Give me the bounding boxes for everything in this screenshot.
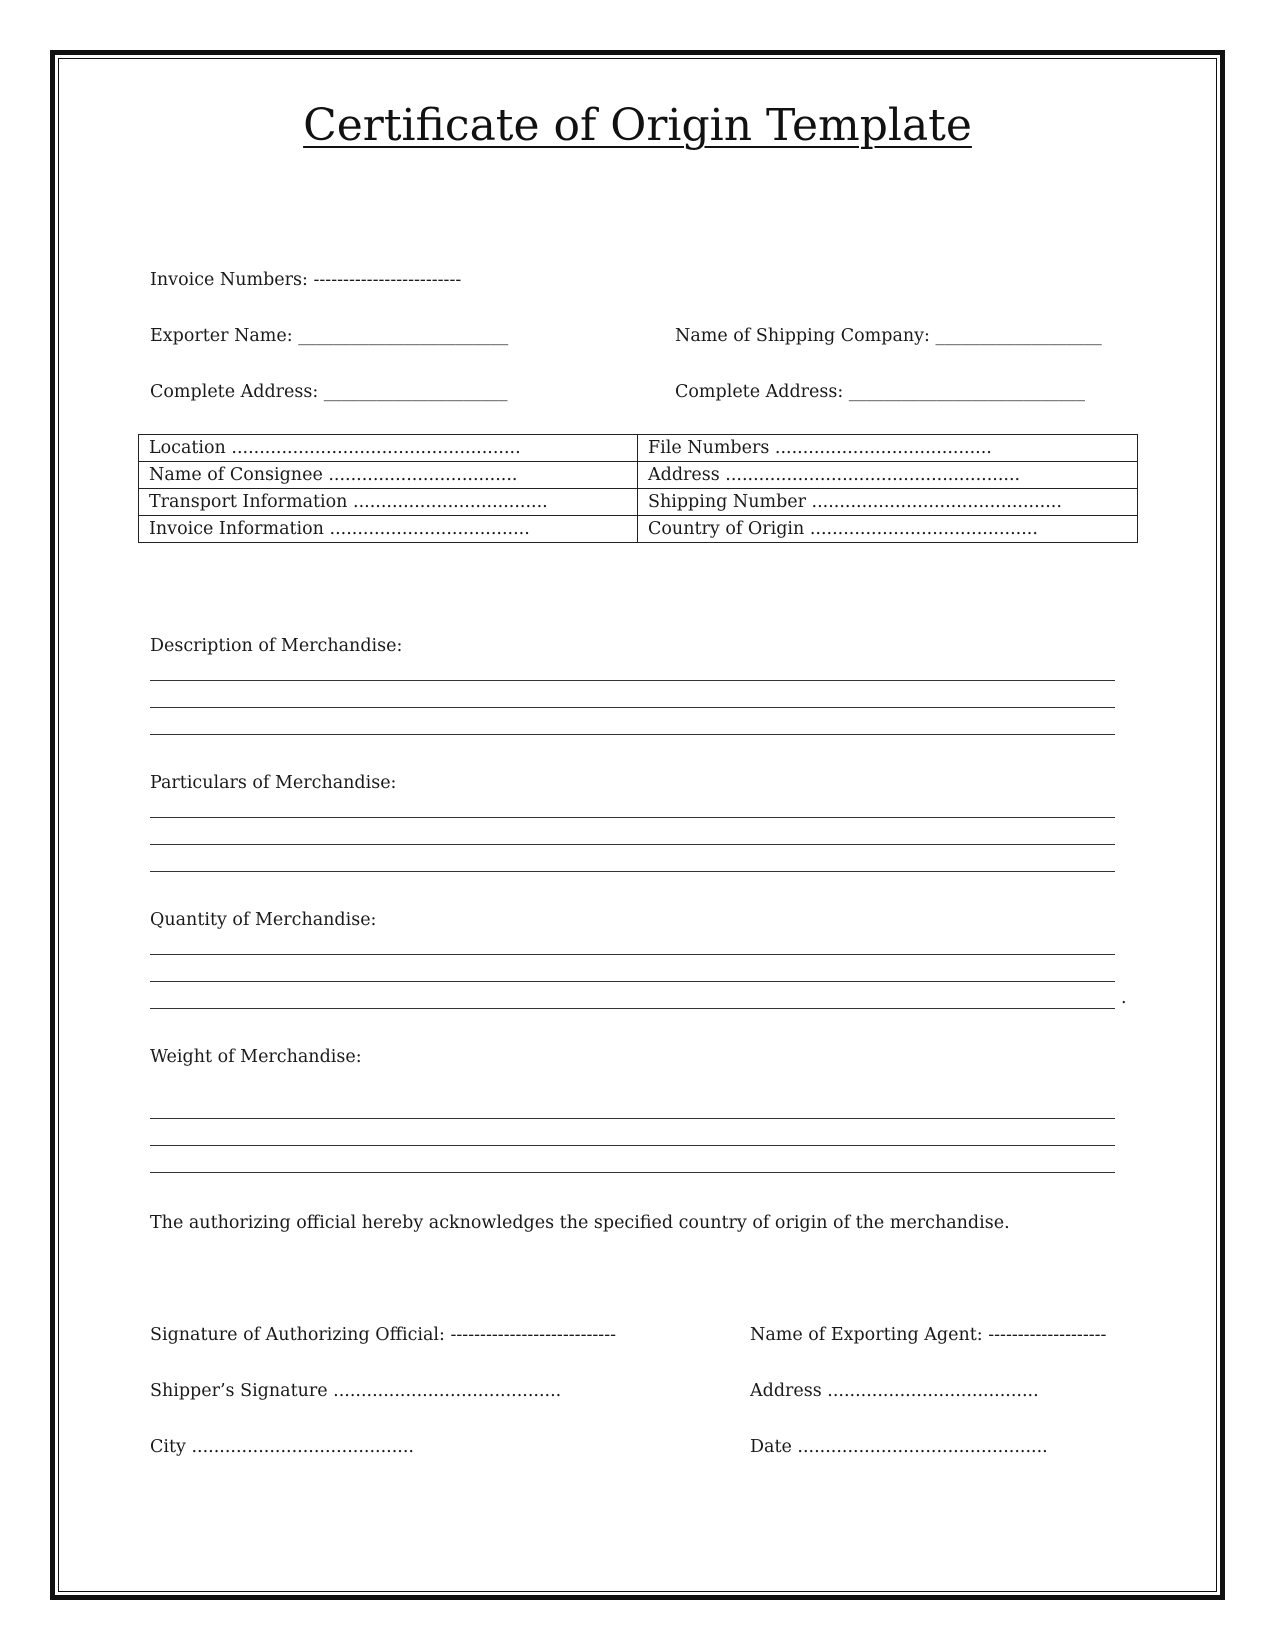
description-label: Description of Merchandise: <box>150 636 403 656</box>
agent-address-field[interactable]: Address ...................................... <box>750 1381 1039 1401</box>
shipper-signature-field[interactable]: Shipper’s Signature ......................................... <box>150 1381 562 1401</box>
document-title: Certificate of Origin Template <box>303 100 972 151</box>
quantity-line-3[interactable] <box>150 1008 1115 1009</box>
shipment-info-table <box>138 434 1138 543</box>
particulars-line-1[interactable] <box>150 817 1115 818</box>
weight-line-1[interactable] <box>150 1118 1115 1119</box>
invoice-info-cell[interactable]: Invoice Information .................................... <box>139 516 638 543</box>
shipping-number-cell[interactable]: Shipping Number ............................................. <box>638 489 1138 516</box>
quantity-line-2[interactable] <box>150 981 1115 982</box>
particulars-line-2[interactable] <box>150 844 1115 845</box>
shipping-address-field[interactable]: Complete Address: ___________________________ <box>675 382 1086 402</box>
shipping-company-field[interactable]: Name of Shipping Company: ___________________ <box>675 326 1102 346</box>
particulars-line-3[interactable] <box>150 871 1115 872</box>
address-cell[interactable]: Address ..................................................... <box>638 462 1138 489</box>
quantity-trailing-dot: . <box>1121 988 1127 1008</box>
quantity-label: Quantity of Merchandise: <box>150 910 377 930</box>
table-row <box>139 435 1138 462</box>
location-cell[interactable]: Location .................................................... <box>139 435 638 462</box>
acknowledgement-text: The authorizing official hereby acknowledges the specified country of origin of the merchandise. <box>150 1213 1010 1233</box>
description-line-1[interactable] <box>150 680 1115 681</box>
description-line-3[interactable] <box>150 734 1115 735</box>
date-field[interactable]: Date ............................................. <box>750 1437 1048 1457</box>
table-row <box>139 462 1138 489</box>
exporting-agent-field[interactable]: Name of Exporting Agent: -------------------- <box>750 1325 1107 1345</box>
description-line-2[interactable] <box>150 707 1115 708</box>
transport-info-cell[interactable]: Transport Information ................................... <box>139 489 638 516</box>
quantity-line-1[interactable] <box>150 954 1115 955</box>
official-signature-field[interactable]: Signature of Authorizing Official: ---------------------------- <box>150 1325 617 1345</box>
invoice-numbers-field[interactable]: Invoice Numbers: ------------------------- <box>150 270 462 290</box>
consignee-cell[interactable]: Name of Consignee .................................. <box>139 462 638 489</box>
exporter-address-field[interactable]: Complete Address: _____________________ <box>150 382 508 402</box>
particulars-label: Particulars of Merchandise: <box>150 773 397 793</box>
exporter-name-field[interactable]: Exporter Name: ________________________ <box>150 326 509 346</box>
table-row <box>139 489 1138 516</box>
weight-line-2[interactable] <box>150 1145 1115 1146</box>
file-numbers-cell[interactable]: File Numbers ....................................... <box>638 435 1138 462</box>
weight-label: Weight of Merchandise: <box>150 1047 362 1067</box>
table-row <box>139 516 1138 543</box>
city-field[interactable]: City ........................................ <box>150 1437 414 1457</box>
weight-line-3[interactable] <box>150 1172 1115 1173</box>
country-of-origin-cell[interactable]: Country of Origin ......................................... <box>638 516 1138 543</box>
